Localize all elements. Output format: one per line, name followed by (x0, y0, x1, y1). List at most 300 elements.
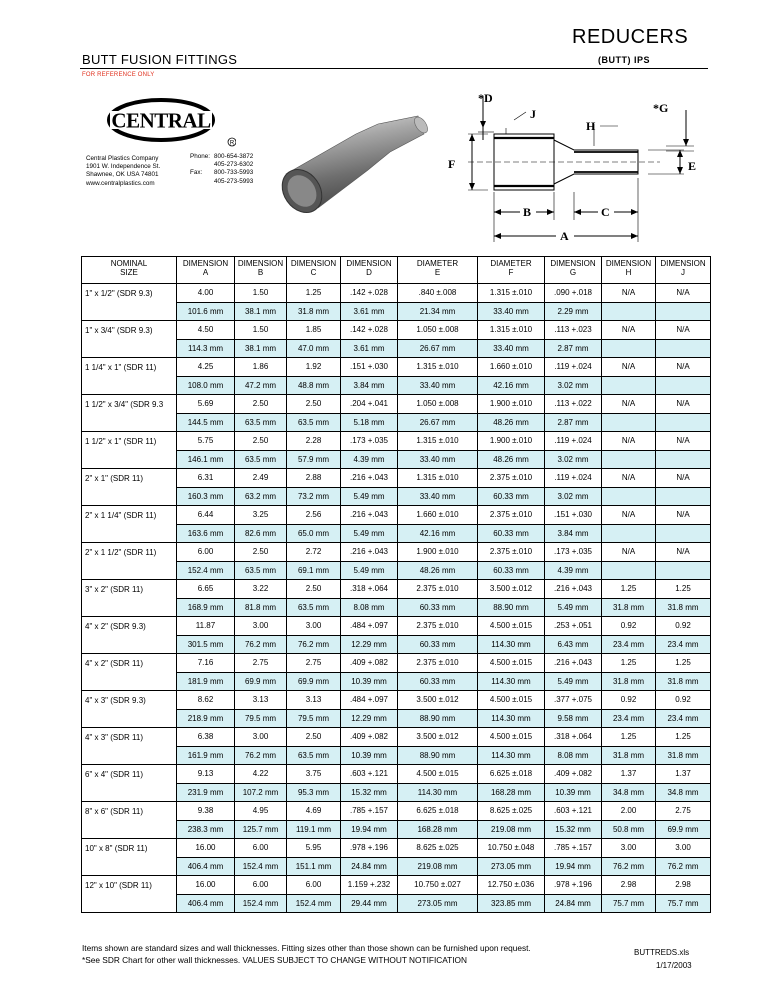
mm-value-cell: 69.1 mm (287, 561, 341, 580)
mm-value-cell: 50.8 mm (602, 820, 656, 839)
mm-value-cell: 76.2 mm (656, 857, 711, 876)
mm-value-cell: 152.4 mm (235, 857, 287, 876)
mm-value-cell: 60.33 mm (398, 598, 478, 617)
nominal-size-spacer (82, 413, 177, 432)
nominal-size-spacer (82, 746, 177, 765)
mm-value-cell: 69.9 mm (235, 672, 287, 691)
mm-value-cell: 63.5 mm (287, 413, 341, 432)
column-header (82, 257, 177, 284)
column-header (478, 257, 545, 284)
mm-value-cell: 4.39 mm (545, 561, 602, 580)
inch-value-cell: 6.00 (177, 543, 235, 562)
nominal-size-cell: 1 1/2" x 3/4" (SDR 9.3 (82, 395, 177, 414)
mm-value-cell: 5.49 mm (545, 672, 602, 691)
inch-value-cell: 4.50 (177, 321, 235, 340)
column-header (287, 257, 341, 284)
mm-value-cell: 81.8 mm (235, 598, 287, 617)
inch-value-cell: .377 +.075 (545, 691, 602, 710)
inch-value-cell: 2.75 (235, 654, 287, 673)
mm-value-cell: 114.3 mm (177, 339, 235, 358)
column-header-line: NOMINAL (110, 259, 148, 268)
footnote-sizes: Items shown are standard sizes and wall thicknesses. Fitting sizes other than those shown can be furnished upon request. (82, 943, 531, 953)
mm-value-cell: 21.34 mm (398, 302, 478, 321)
inch-value-cell: N/A (602, 395, 656, 414)
inch-value-cell: 2.375 ±.010 (478, 543, 545, 562)
reference-note: FOR REFERENCE ONLY (82, 72, 155, 78)
mm-value-cell: 168.9 mm (177, 598, 235, 617)
mm-value-cell (602, 376, 656, 395)
mm-value-cell: 33.40 mm (398, 376, 478, 395)
table-row-inch (82, 469, 711, 488)
footnote-sdr: *See SDR Chart for other wall thicknesses. VALUES SUBJECT TO CHANGE WITHOUT NOTIFICATION (82, 955, 467, 965)
mm-value-cell (656, 561, 711, 580)
mm-value-cell: 168.28 mm (478, 783, 545, 802)
mm-value-cell: 4.39 mm (341, 450, 398, 469)
inch-value-cell: .216 +.043 (545, 580, 602, 599)
mm-value-cell: 48.26 mm (478, 450, 545, 469)
mm-value-cell: 323.85 mm (478, 894, 545, 913)
inch-value-cell: 11.87 (177, 617, 235, 636)
column-header-line: SIZE (120, 268, 138, 277)
logo-text: CENTRAL (111, 108, 211, 133)
svg-text:R: R (229, 140, 235, 147)
inch-value-cell: .978 +.196 (341, 839, 398, 858)
table-row-inch (82, 358, 711, 377)
mm-value-cell: 29.44 mm (341, 894, 398, 913)
inch-value-cell: 1.315 ±.010 (478, 284, 545, 303)
mm-value-cell (602, 487, 656, 506)
inch-value-cell: N/A (656, 543, 711, 562)
inch-value-cell: 10.750 ±.048 (478, 839, 545, 858)
inch-value-cell: 2.75 (656, 802, 711, 821)
mm-value-cell: 8.08 mm (545, 746, 602, 765)
label-d: *D (478, 91, 493, 105)
inch-value-cell: 3.500 ±.012 (398, 728, 478, 747)
inch-value-cell: 2.50 (235, 432, 287, 451)
mm-value-cell: 60.33 mm (478, 487, 545, 506)
inch-value-cell: 1.900 ±.010 (478, 432, 545, 451)
inch-value-cell: 2.375 ±.010 (478, 506, 545, 525)
inch-value-cell: N/A (602, 321, 656, 340)
label-c: C (601, 205, 610, 219)
table-row-inch (82, 395, 711, 414)
mm-value-cell: 69.9 mm (287, 672, 341, 691)
mm-value-cell: 219.08 mm (398, 857, 478, 876)
inch-value-cell: 2.50 (235, 395, 287, 414)
inch-value-cell: 1.86 (235, 358, 287, 377)
nominal-size-spacer (82, 598, 177, 617)
mm-value-cell: 114.30 mm (398, 783, 478, 802)
inch-value-cell: .603 +.121 (341, 765, 398, 784)
table-row-inch (82, 284, 711, 303)
mm-value-cell: 12.29 mm (341, 709, 398, 728)
mm-value-cell: 47.0 mm (287, 339, 341, 358)
inch-value-cell: N/A (602, 506, 656, 525)
inch-value-cell: 6.31 (177, 469, 235, 488)
mm-value-cell: 2.29 mm (545, 302, 602, 321)
mm-value-cell: 33.40 mm (398, 487, 478, 506)
inch-value-cell: 0.92 (602, 617, 656, 636)
mm-value-cell: 76.2 mm (235, 635, 287, 654)
mm-value-cell: 26.67 mm (398, 413, 478, 432)
inch-value-cell: 2.49 (235, 469, 287, 488)
mm-value-cell (602, 524, 656, 543)
mm-value-cell: 181.9 mm (177, 672, 235, 691)
mm-value-cell: 42.16 mm (398, 524, 478, 543)
mm-value-cell: 10.39 mm (341, 672, 398, 691)
subtitle: BUTT FUSION FITTINGS (82, 52, 238, 67)
mm-value-cell: 6.43 mm (545, 635, 602, 654)
mm-value-cell: 60.33 mm (398, 635, 478, 654)
inch-value-cell: 1.25 (287, 284, 341, 303)
inch-value-cell: .113 +.023 (545, 321, 602, 340)
mm-value-cell: 3.61 mm (341, 339, 398, 358)
mm-value-cell (656, 487, 711, 506)
inch-value-cell: 2.98 (602, 876, 656, 895)
mm-value-cell (602, 413, 656, 432)
mm-value-cell: 114.30 mm (478, 709, 545, 728)
inch-value-cell: .216 +.043 (341, 506, 398, 525)
inch-value-cell: 3.13 (287, 691, 341, 710)
inch-value-cell: .484 +.097 (341, 617, 398, 636)
inch-value-cell: .978 +.196 (545, 876, 602, 895)
table-row-mm (82, 672, 711, 691)
nominal-size-spacer (82, 783, 177, 802)
inch-value-cell: 3.75 (287, 765, 341, 784)
table-row-mm (82, 894, 711, 913)
inch-value-cell: .151 +.030 (545, 506, 602, 525)
mm-value-cell (602, 450, 656, 469)
mm-value-cell: 76.2 mm (287, 635, 341, 654)
inch-value-cell: 1.37 (602, 765, 656, 784)
mm-value-cell: 10.39 mm (341, 746, 398, 765)
inch-value-cell: .409 +.082 (545, 765, 602, 784)
inch-value-cell: 1.159 +.232 (341, 876, 398, 895)
inch-value-cell: .840 ±.008 (398, 284, 478, 303)
mm-value-cell: 73.2 mm (287, 487, 341, 506)
inch-value-cell: 5.69 (177, 395, 235, 414)
inch-value-cell: 4.500 ±.015 (478, 617, 545, 636)
table-header-row (82, 257, 711, 284)
table-row-mm (82, 487, 711, 506)
nominal-size-spacer (82, 857, 177, 876)
mm-value-cell: 5.49 mm (341, 524, 398, 543)
mm-value-cell: 3.84 mm (545, 524, 602, 543)
mm-value-cell: 5.49 mm (341, 561, 398, 580)
nominal-size-spacer (82, 339, 177, 358)
column-header (656, 257, 711, 284)
reducer-spec-table (81, 256, 711, 913)
inch-value-cell: 2.50 (287, 580, 341, 599)
nominal-size-cell: 10" x 8" (SDR 11) (82, 839, 177, 858)
inch-value-cell: 1.25 (602, 654, 656, 673)
inch-value-cell: 3.25 (235, 506, 287, 525)
inch-value-cell: 2.56 (287, 506, 341, 525)
mm-value-cell: 238.3 mm (177, 820, 235, 839)
inch-value-cell: 1.85 (287, 321, 341, 340)
mm-value-cell: 119.1 mm (287, 820, 341, 839)
inch-value-cell: 1.660 ±.010 (478, 358, 545, 377)
nominal-size-cell: 8" x 6" (SDR 11) (82, 802, 177, 821)
inch-value-cell: 9.38 (177, 802, 235, 821)
column-header (545, 257, 602, 284)
inch-value-cell: .151 +.030 (341, 358, 398, 377)
mm-value-cell: 63.5 mm (235, 561, 287, 580)
table-row-mm (82, 857, 711, 876)
mm-value-cell: 161.9 mm (177, 746, 235, 765)
mm-value-cell: 42.16 mm (478, 376, 545, 395)
mm-value-cell: 24.84 mm (341, 857, 398, 876)
inch-value-cell: 2.98 (656, 876, 711, 895)
mm-value-cell: 48.26 mm (478, 413, 545, 432)
column-header (341, 257, 398, 284)
table-row-inch (82, 839, 711, 858)
column-header-line: DIAMETER (490, 259, 532, 268)
document-date: 1/17/2003 (656, 961, 692, 970)
inch-value-cell: 2.50 (287, 728, 341, 747)
fax-label: Fax: (190, 169, 203, 177)
table-row-inch (82, 543, 711, 562)
label-e: E (688, 159, 697, 173)
mm-value-cell: 3.84 mm (341, 376, 398, 395)
mm-value-cell: 33.40 mm (478, 339, 545, 358)
inch-value-cell: 3.22 (235, 580, 287, 599)
table-row-mm (82, 783, 711, 802)
mm-value-cell: 31.8 mm (602, 746, 656, 765)
company-city: Shawnee, OK USA 74801 (86, 171, 159, 179)
table-row-mm (82, 746, 711, 765)
mm-value-cell (656, 450, 711, 469)
mm-value-cell: 60.33 mm (478, 561, 545, 580)
mm-value-cell: 273.05 mm (478, 857, 545, 876)
dimension-diagram (448, 88, 710, 248)
page-title: REDUCERS (572, 26, 689, 48)
inch-value-cell: 1.050 ±.008 (398, 395, 478, 414)
inch-value-cell: .113 +.022 (545, 395, 602, 414)
inch-value-cell: 2.375 ±.010 (398, 654, 478, 673)
mm-value-cell: 5.49 mm (341, 487, 398, 506)
reducer-illustration (278, 112, 428, 222)
inch-value-cell: .173 +.035 (545, 543, 602, 562)
inch-value-cell: .142 +.028 (341, 321, 398, 340)
nominal-size-cell: 12" x 10" (SDR 11) (82, 876, 177, 895)
table-row-mm (82, 376, 711, 395)
label-j: J (530, 107, 536, 121)
inch-value-cell: 6.38 (177, 728, 235, 747)
inch-value-cell: 1.900 ±.010 (398, 543, 478, 562)
nominal-size-spacer (82, 709, 177, 728)
inch-value-cell: 10.750 ±.027 (398, 876, 478, 895)
file-name: BUTTREDS.xls (634, 948, 690, 957)
mm-value-cell: 23.4 mm (602, 709, 656, 728)
inch-value-cell: 0.92 (602, 691, 656, 710)
nominal-size-spacer (82, 894, 177, 913)
inch-value-cell: .484 +.097 (341, 691, 398, 710)
column-header-line: J (681, 268, 685, 277)
inch-value-cell: 3.00 (235, 617, 287, 636)
mm-value-cell: 3.02 mm (545, 450, 602, 469)
mm-value-cell: 108.0 mm (177, 376, 235, 395)
inch-value-cell: .173 +.035 (341, 432, 398, 451)
mm-value-cell: 12.29 mm (341, 635, 398, 654)
inch-value-cell: 1.315 ±.010 (398, 469, 478, 488)
nominal-size-cell: 1 1/2" x 1" (SDR 11) (82, 432, 177, 451)
mm-value-cell: 65.0 mm (287, 524, 341, 543)
table-row-inch (82, 580, 711, 599)
inch-value-cell: 2.00 (602, 802, 656, 821)
inch-value-cell: 9.13 (177, 765, 235, 784)
mm-value-cell: 101.6 mm (177, 302, 235, 321)
inch-value-cell: 6.625 ±.018 (398, 802, 478, 821)
column-header-line: DIMENSION (660, 259, 706, 268)
mm-value-cell: 5.49 mm (545, 598, 602, 617)
table-row-mm (82, 635, 711, 654)
mm-value-cell: 163.6 mm (177, 524, 235, 543)
inch-value-cell: 4.25 (177, 358, 235, 377)
column-header-line: G (569, 268, 577, 277)
inch-value-cell: 1.050 ±.008 (398, 321, 478, 340)
inch-value-cell: .142 +.028 (341, 284, 398, 303)
inch-value-cell: .785 +.157 (341, 802, 398, 821)
inch-value-cell: .409 +.082 (341, 728, 398, 747)
mm-value-cell: 82.6 mm (235, 524, 287, 543)
inch-value-cell: .216 +.043 (545, 654, 602, 673)
inch-value-cell: N/A (602, 284, 656, 303)
mm-value-cell: 107.2 mm (235, 783, 287, 802)
mm-value-cell: 31.8 mm (656, 672, 711, 691)
mm-value-cell: 10.39 mm (545, 783, 602, 802)
fax-2: 405-273-5993 (214, 177, 254, 185)
mm-value-cell: 5.18 mm (341, 413, 398, 432)
inch-value-cell: 1.660 ±.010 (398, 506, 478, 525)
inch-value-cell: 6.00 (287, 876, 341, 895)
inch-value-cell: 16.00 (177, 839, 235, 858)
inch-value-cell: N/A (656, 432, 711, 451)
nominal-size-spacer (82, 376, 177, 395)
mm-value-cell: 152.4 mm (177, 561, 235, 580)
mm-value-cell: 75.7 mm (602, 894, 656, 913)
inch-value-cell: 0.92 (656, 617, 711, 636)
column-header (177, 257, 235, 284)
nominal-size-cell: 3" x 2" (SDR 11) (82, 580, 177, 599)
table-row-inch (82, 876, 711, 895)
mm-value-cell: 63.2 mm (235, 487, 287, 506)
column-header-line: DIMENSION (182, 259, 229, 268)
mm-value-cell: 79.5 mm (287, 709, 341, 728)
inch-value-cell: 1.315 ±.010 (398, 358, 478, 377)
label-g: *G (653, 101, 669, 115)
inch-value-cell: .603 +.121 (545, 802, 602, 821)
table-row-inch (82, 728, 711, 747)
inch-value-cell: N/A (656, 284, 711, 303)
mm-value-cell: 125.7 mm (235, 820, 287, 839)
mm-value-cell: 152.4 mm (287, 894, 341, 913)
inch-value-cell: 4.22 (235, 765, 287, 784)
company-contact (190, 153, 253, 186)
nominal-size-cell: 4" x 2" (SDR 11) (82, 654, 177, 673)
nominal-size-spacer (82, 635, 177, 654)
company-street: 1901 W. Independence St. (86, 163, 161, 171)
inch-value-cell: 1.25 (656, 654, 711, 673)
table-row-mm (82, 709, 711, 728)
mm-value-cell: 48.26 mm (398, 561, 478, 580)
mm-value-cell: 31.8 mm (602, 598, 656, 617)
inch-value-cell: N/A (656, 358, 711, 377)
inch-value-cell: 6.00 (235, 839, 287, 858)
inch-value-cell: .318 +.064 (341, 580, 398, 599)
inch-value-cell: 4.500 ±.015 (478, 691, 545, 710)
mm-value-cell: 114.30 mm (478, 672, 545, 691)
inch-value-cell: 3.13 (235, 691, 287, 710)
inch-value-cell: .090 +.018 (545, 284, 602, 303)
mm-value-cell: 69.9 mm (656, 820, 711, 839)
nominal-size-cell: 1" x 1/2" (SDR 9.3) (82, 284, 177, 303)
mm-value-cell: 33.40 mm (478, 302, 545, 321)
mm-value-cell: 63.5 mm (235, 450, 287, 469)
inch-value-cell: 1.50 (235, 321, 287, 340)
inch-value-cell: N/A (602, 543, 656, 562)
inch-value-cell: N/A (602, 469, 656, 488)
mm-value-cell: 76.2 mm (235, 746, 287, 765)
mm-value-cell: 3.02 mm (545, 487, 602, 506)
inch-value-cell: N/A (656, 506, 711, 525)
mm-value-cell: 168.28 mm (398, 820, 478, 839)
mm-value-cell: 60.33 mm (478, 524, 545, 543)
mm-value-cell (656, 302, 711, 321)
mm-value-cell: 301.5 mm (177, 635, 235, 654)
table-row-inch (82, 506, 711, 525)
mm-value-cell: 219.08 mm (478, 820, 545, 839)
mm-value-cell: 31.8 mm (287, 302, 341, 321)
inch-value-cell: 5.95 (287, 839, 341, 858)
mm-value-cell (656, 376, 711, 395)
mm-value-cell: 63.5 mm (287, 598, 341, 617)
inch-value-cell: 1.92 (287, 358, 341, 377)
mm-value-cell: 152.4 mm (235, 894, 287, 913)
inch-value-cell: 1.37 (656, 765, 711, 784)
table-row-inch (82, 432, 711, 451)
mm-value-cell: 3.61 mm (341, 302, 398, 321)
inch-value-cell: 4.500 ±.015 (478, 728, 545, 747)
mm-value-cell: 15.32 mm (341, 783, 398, 802)
mm-value-cell: 2.87 mm (545, 413, 602, 432)
inch-value-cell: 0.92 (656, 691, 711, 710)
column-header-line: A (202, 268, 209, 277)
inch-value-cell: 4.69 (287, 802, 341, 821)
mm-value-cell (602, 561, 656, 580)
inch-value-cell: 4.500 ±.015 (478, 654, 545, 673)
inch-value-cell: .204 +.041 (341, 395, 398, 414)
nominal-size-cell: 6" x 4" (SDR 11) (82, 765, 177, 784)
mm-value-cell (656, 524, 711, 543)
column-header (602, 257, 656, 284)
mm-value-cell: 160.3 mm (177, 487, 235, 506)
inch-value-cell: .119 +.024 (545, 469, 602, 488)
inch-value-cell: 4.500 ±.015 (398, 765, 478, 784)
column-header-line: E (434, 268, 441, 277)
mm-value-cell: 38.1 mm (235, 302, 287, 321)
inch-value-cell: 6.65 (177, 580, 235, 599)
mm-value-cell: 63.5 mm (287, 746, 341, 765)
inch-value-cell: 2.375 ±.010 (398, 617, 478, 636)
inch-value-cell: 1.25 (602, 728, 656, 747)
inch-value-cell: 3.500 ±.012 (398, 691, 478, 710)
nominal-size-cell: 2" x 1 1/4" (SDR 11) (82, 506, 177, 525)
table-row-inch (82, 691, 711, 710)
inch-value-cell: 6.00 (235, 876, 287, 895)
mm-value-cell: 24.84 mm (545, 894, 602, 913)
label-f: F (448, 157, 456, 171)
